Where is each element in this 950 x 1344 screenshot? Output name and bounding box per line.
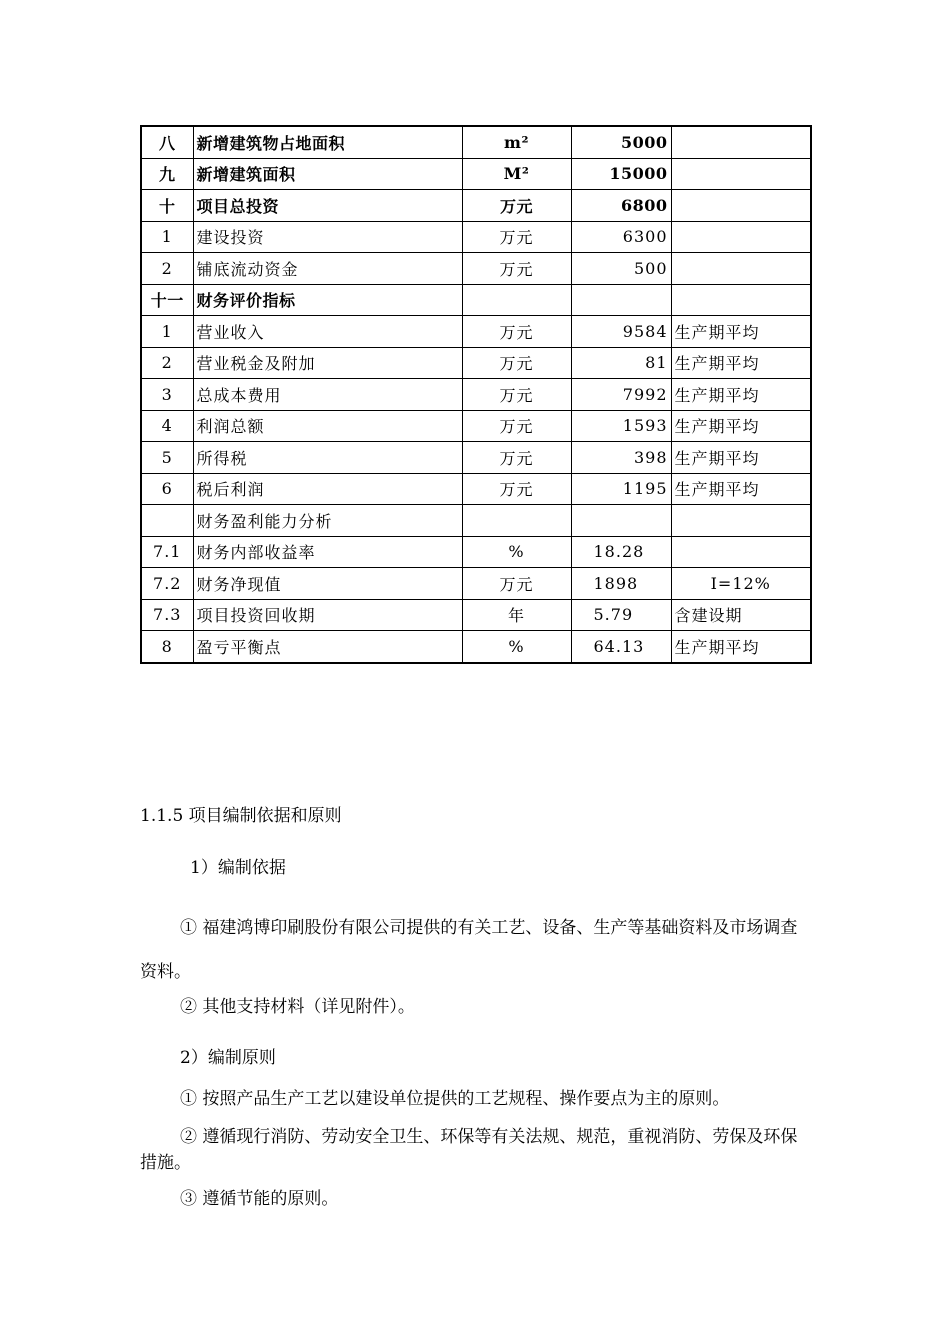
row-value: 500 [571, 253, 671, 285]
row-note: 生产期平均 [671, 316, 811, 348]
row-value [571, 505, 671, 537]
row-note [671, 190, 811, 222]
row-value: 15000 [571, 158, 671, 190]
row-value: 64.13 [571, 631, 671, 663]
table-row [141, 316, 811, 348]
row-unit: 万元 [462, 190, 571, 222]
row-item-name: 新增建筑面积 [193, 158, 462, 190]
table-row [141, 410, 811, 442]
row-item-name: 财务评价指标 [193, 284, 462, 316]
row-number: 八 [141, 126, 193, 158]
row-note [671, 221, 811, 253]
table-row [141, 473, 811, 505]
row-value: 6800 [571, 190, 671, 222]
row-note: 生产期平均 [671, 379, 811, 411]
table-body [141, 126, 811, 663]
row-note [671, 284, 811, 316]
row-note: 生产期平均 [671, 410, 811, 442]
row-item-name: 利润总额 [193, 410, 462, 442]
row-number: 7.1 [141, 536, 193, 568]
row-item-name: 建设投资 [193, 221, 462, 253]
row-unit: m² [462, 126, 571, 158]
row-unit: % [462, 631, 571, 663]
row-number [141, 505, 193, 537]
row-note: 含建设期 [671, 599, 811, 631]
row-note: 生产期平均 [671, 631, 811, 663]
table-row [141, 347, 811, 379]
table-row [141, 379, 811, 411]
table-row [141, 505, 811, 537]
row-item-name: 财务盈利能力分析 [193, 505, 462, 537]
row-unit: 万元 [462, 442, 571, 474]
row-note [671, 536, 811, 568]
row-value: 18.28 [571, 536, 671, 568]
row-note [671, 158, 811, 190]
principle-heading: 2）编制原则 [180, 1048, 276, 1068]
row-number: 6 [141, 473, 193, 505]
financial-indicator-table [140, 125, 812, 664]
row-number: 2 [141, 347, 193, 379]
table-row [141, 221, 811, 253]
row-unit: 万元 [462, 473, 571, 505]
row-item-name: 总成本费用 [193, 379, 462, 411]
row-number: 8 [141, 631, 193, 663]
table-row [141, 158, 811, 190]
table-row [141, 253, 811, 285]
row-value: 5000 [571, 126, 671, 158]
row-value: 81 [571, 347, 671, 379]
row-note [671, 126, 811, 158]
row-value: 7992 [571, 379, 671, 411]
table-row [141, 442, 811, 474]
row-item-name: 铺底流动资金 [193, 253, 462, 285]
row-item-name: 税后利润 [193, 473, 462, 505]
row-unit: 万元 [462, 253, 571, 285]
section-heading: 1.1.5 项目编制依据和原则 [140, 806, 342, 826]
principle-item-2: ② 遵循现行消防、劳动安全卫生、环保等有关法规、规范，重视消防、劳保及环保措施。 [140, 1127, 798, 1173]
row-unit: 万元 [462, 410, 571, 442]
table-row [141, 568, 811, 600]
row-unit: 万元 [462, 379, 571, 411]
row-item-name: 项目总投资 [193, 190, 462, 222]
table-row [141, 536, 811, 568]
row-note: I=12% [671, 568, 811, 600]
table-row [141, 284, 811, 316]
row-number: 3 [141, 379, 193, 411]
row-number: 十 [141, 190, 193, 222]
row-number: 九 [141, 158, 193, 190]
principle-item-1: ① 按照产品生产工艺以建设单位提供的工艺规程、操作要点为主的原则。 [180, 1089, 730, 1109]
row-item-name: 所得税 [193, 442, 462, 474]
row-number: 5 [141, 442, 193, 474]
table-row [141, 631, 811, 663]
row-number: 2 [141, 253, 193, 285]
row-note: 生产期平均 [671, 347, 811, 379]
row-unit: M² [462, 158, 571, 190]
principle-item-3: ③ 遵循节能的原则。 [180, 1189, 339, 1209]
row-value: 398 [571, 442, 671, 474]
row-item-name: 盈亏平衡点 [193, 631, 462, 663]
row-unit: 万元 [462, 221, 571, 253]
row-value: 1898 [571, 568, 671, 600]
row-item-name: 新增建筑物占地面积 [193, 126, 462, 158]
row-number: 7.2 [141, 568, 193, 600]
row-note [671, 253, 811, 285]
table-row [141, 190, 811, 222]
row-unit: 年 [462, 599, 571, 631]
row-item-name: 营业税金及附加 [193, 347, 462, 379]
row-item-name: 项目投资回收期 [193, 599, 462, 631]
row-item-name: 财务内部收益率 [193, 536, 462, 568]
row-item-name: 财务净现值 [193, 568, 462, 600]
row-value: 5.79 [571, 599, 671, 631]
row-item-name: 营业收入 [193, 316, 462, 348]
row-number: 4 [141, 410, 193, 442]
row-note: 生产期平均 [671, 473, 811, 505]
row-unit: 万元 [462, 347, 571, 379]
row-unit [462, 505, 571, 537]
row-unit: % [462, 536, 571, 568]
table-row [141, 126, 811, 158]
row-unit [462, 284, 571, 316]
table-row [141, 599, 811, 631]
row-value: 9584 [571, 316, 671, 348]
basis-item-2: ② 其他支持材料（详见附件）。 [180, 997, 415, 1017]
row-number: 1 [141, 221, 193, 253]
row-value: 6300 [571, 221, 671, 253]
row-number: 十一 [141, 284, 193, 316]
row-value [571, 284, 671, 316]
row-note [671, 505, 811, 537]
row-number: 1 [141, 316, 193, 348]
row-unit: 万元 [462, 568, 571, 600]
row-note: 生产期平均 [671, 442, 811, 474]
row-value: 1593 [571, 410, 671, 442]
basis-heading: 1）编制依据 [190, 858, 286, 878]
basis-item-1: ① 福建鸿博印刷股份有限公司提供的有关工艺、设备、生产等基础资料及市场调查资料。 [140, 918, 798, 982]
row-value: 1195 [571, 473, 671, 505]
row-unit: 万元 [462, 316, 571, 348]
row-number: 7.3 [141, 599, 193, 631]
